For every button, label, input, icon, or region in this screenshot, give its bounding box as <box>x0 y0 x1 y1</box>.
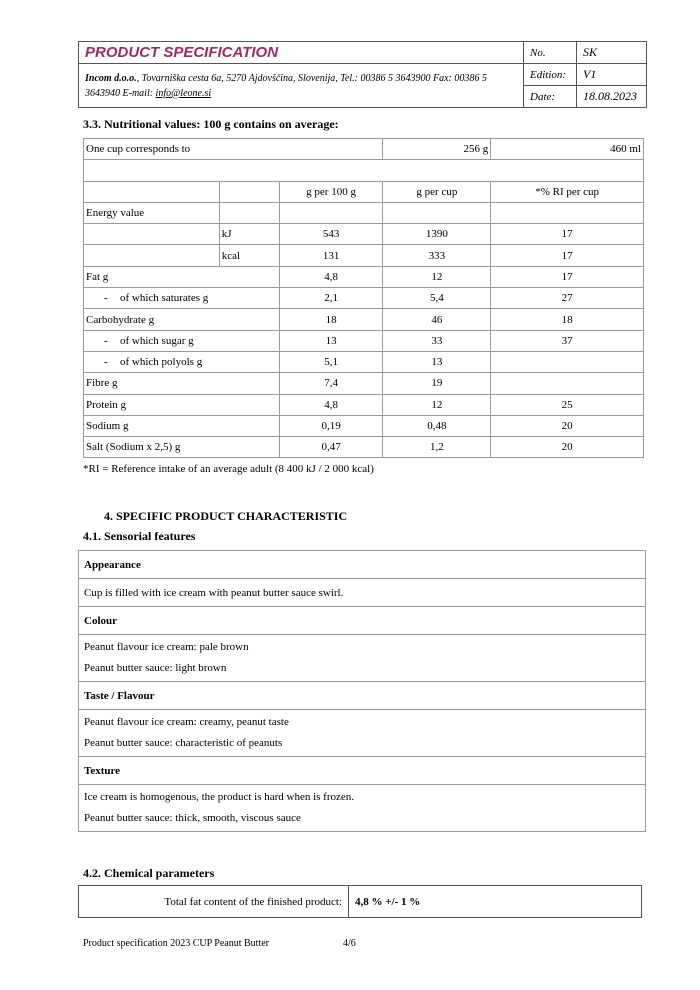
dash: - <box>104 292 108 305</box>
empty-cell <box>491 202 644 223</box>
email-link[interactable]: info@leone.si <box>155 87 212 99</box>
table-row <box>84 351 644 372</box>
value-ri: 17 <box>491 245 644 266</box>
value-ri: 27 <box>491 288 644 309</box>
value-100g: 4,8 <box>279 266 383 287</box>
row-label <box>84 224 220 245</box>
table-row <box>84 373 644 394</box>
value-100g: 4,8 <box>279 394 383 415</box>
row-label <box>84 288 280 309</box>
edition-value: V1 <box>577 64 647 86</box>
sensorial-table <box>78 550 646 832</box>
taste-line: Peanut flavour ice cream: creamy, peanut taste <box>84 716 289 728</box>
value-100g: 5,1 <box>279 351 383 372</box>
value-ri: 25 <box>491 394 644 415</box>
document-title: PRODUCT SPECIFICATION <box>79 42 524 64</box>
table-row <box>84 266 644 287</box>
value-cup: 0,48 <box>383 415 491 436</box>
row-label-text: of which saturates g <box>120 292 209 305</box>
header-table <box>78 41 647 108</box>
row-label: Carbohydrate g <box>84 309 280 330</box>
row-label: Fibre g <box>84 373 280 394</box>
empty-cell <box>219 181 279 202</box>
nutrition-heading: 3.3. Nutritional values: 100 g contains on average: <box>83 117 339 131</box>
value-ri: 20 <box>491 437 644 458</box>
table-row <box>84 309 644 330</box>
row-label <box>84 351 280 372</box>
energy-row <box>84 202 644 223</box>
dash: - <box>104 356 108 369</box>
value-ri: 17 <box>491 224 644 245</box>
appearance-label: Appearance <box>79 551 646 579</box>
value-ri: 17 <box>491 266 644 287</box>
taste-label: Taste / Flavour <box>79 682 646 710</box>
row-unit: kcal <box>219 245 279 266</box>
row-label: Sodium g <box>84 415 280 436</box>
table-row <box>84 245 644 266</box>
colour-label: Colour <box>79 607 646 635</box>
value-100g: 543 <box>279 224 383 245</box>
col-header-cup: g per cup <box>383 181 491 202</box>
dash: - <box>104 334 108 347</box>
row-label <box>84 245 220 266</box>
company-address: , Tovarniška cesta 6a, 5270 Ajdovščina, Slovenija, Tel.: 00386 5 3643900 Fax: 00386 5 3643940 E-mail: <box>85 72 487 99</box>
value-ri <box>491 373 644 394</box>
table-row <box>84 394 644 415</box>
value-cup: 5,4 <box>383 288 491 309</box>
empty-cell <box>383 202 491 223</box>
fat-content-value: 4,8 % +/- 1 % <box>349 886 642 918</box>
value-cup: 333 <box>383 245 491 266</box>
date-label: Date: <box>524 86 577 108</box>
nutrition-table <box>83 138 644 458</box>
company-info <box>79 64 524 108</box>
texture-label: Texture <box>79 757 646 785</box>
value-100g: 2,1 <box>279 288 383 309</box>
spacer-row <box>84 160 644 181</box>
colour-text <box>79 635 646 682</box>
taste-text <box>79 710 646 757</box>
value-cup: 1390 <box>383 224 491 245</box>
value-100g: 0,47 <box>279 437 383 458</box>
edition-label: Edition: <box>524 64 577 86</box>
fat-content-label: Total fat content of the finished product: <box>79 886 349 918</box>
value-cup: 1,2 <box>383 437 491 458</box>
col-header-100g: g per 100 g <box>279 181 383 202</box>
row-label: Fat g <box>84 266 280 287</box>
footer-doc-name: Product specification 2023 CUP Peanut Butter <box>83 938 269 949</box>
number-value: SK <box>577 42 647 64</box>
value-ri: 18 <box>491 309 644 330</box>
page-number: 4/6 <box>343 938 356 949</box>
row-label: Salt (Sodium x 2,5) g <box>84 437 280 458</box>
row-unit: kJ <box>219 224 279 245</box>
row-label-text: of which sugar g <box>120 334 194 347</box>
value-ri <box>491 351 644 372</box>
cup-grams: 256 g <box>383 139 491 160</box>
appearance-text: Cup is filled with ice cream with peanut butter sauce swirl. <box>79 579 646 607</box>
cup-row <box>84 139 644 160</box>
energy-label: Energy value <box>84 202 220 223</box>
date-value: 18.08.2023 <box>577 86 647 108</box>
value-cup: 13 <box>383 351 491 372</box>
cup-label <box>84 139 383 160</box>
section-number: 4. <box>104 509 113 523</box>
empty-cell <box>279 202 383 223</box>
ri-footnote: *RI = Reference intake of an average adult (8 400 kJ / 2 000 kcal) <box>83 463 374 475</box>
table-row <box>84 437 644 458</box>
chemical-heading: 4.2. Chemical parameters <box>83 866 215 880</box>
value-100g: 7,4 <box>279 373 383 394</box>
table-row <box>84 224 644 245</box>
company-name: Incom d.o.o. <box>85 72 137 84</box>
table-row <box>84 415 644 436</box>
spacer-cell <box>84 160 644 181</box>
row-label-text: of which polyols g <box>120 356 203 369</box>
row-label: Protein g <box>84 394 280 415</box>
table-row <box>84 288 644 309</box>
value-cup: 12 <box>383 266 491 287</box>
table-row <box>84 330 644 351</box>
value-cup: 19 <box>383 373 491 394</box>
colour-line: Peanut butter sauce: light brown <box>84 662 227 674</box>
taste-line: Peanut butter sauce: characteristic of peanuts <box>84 737 283 749</box>
texture-line: Ice cream is homogenous, the product is hard when is frozen. <box>84 791 355 803</box>
cup-label-text: One cup corresponds to <box>86 143 191 156</box>
chemical-table <box>78 885 642 918</box>
value-100g: 0,19 <box>279 415 383 436</box>
empty-cell <box>219 202 279 223</box>
value-cup: 46 <box>383 309 491 330</box>
value-cup: 12 <box>383 394 491 415</box>
texture-line: Peanut butter sauce: thick, smooth, viscous sauce <box>84 812 301 824</box>
value-ri: 37 <box>491 330 644 351</box>
colour-line: Peanut flavour ice cream: pale brown <box>84 641 249 653</box>
col-header-ri: *% RI per cup <box>491 181 644 202</box>
value-cup: 33 <box>383 330 491 351</box>
value-100g: 131 <box>279 245 383 266</box>
value-ri: 20 <box>491 415 644 436</box>
empty-cell <box>84 181 220 202</box>
sensorial-heading: 4.1. Sensorial features <box>83 529 196 543</box>
number-label: No. <box>524 42 577 64</box>
section-heading <box>104 509 347 524</box>
row-label <box>84 330 280 351</box>
section-title: SPECIFIC PRODUCT CHARACTERISTIC <box>116 509 348 523</box>
texture-text <box>79 785 646 832</box>
cup-ml: 460 ml <box>491 139 644 160</box>
column-header-row <box>84 181 644 202</box>
value-100g: 13 <box>279 330 383 351</box>
value-100g: 18 <box>279 309 383 330</box>
